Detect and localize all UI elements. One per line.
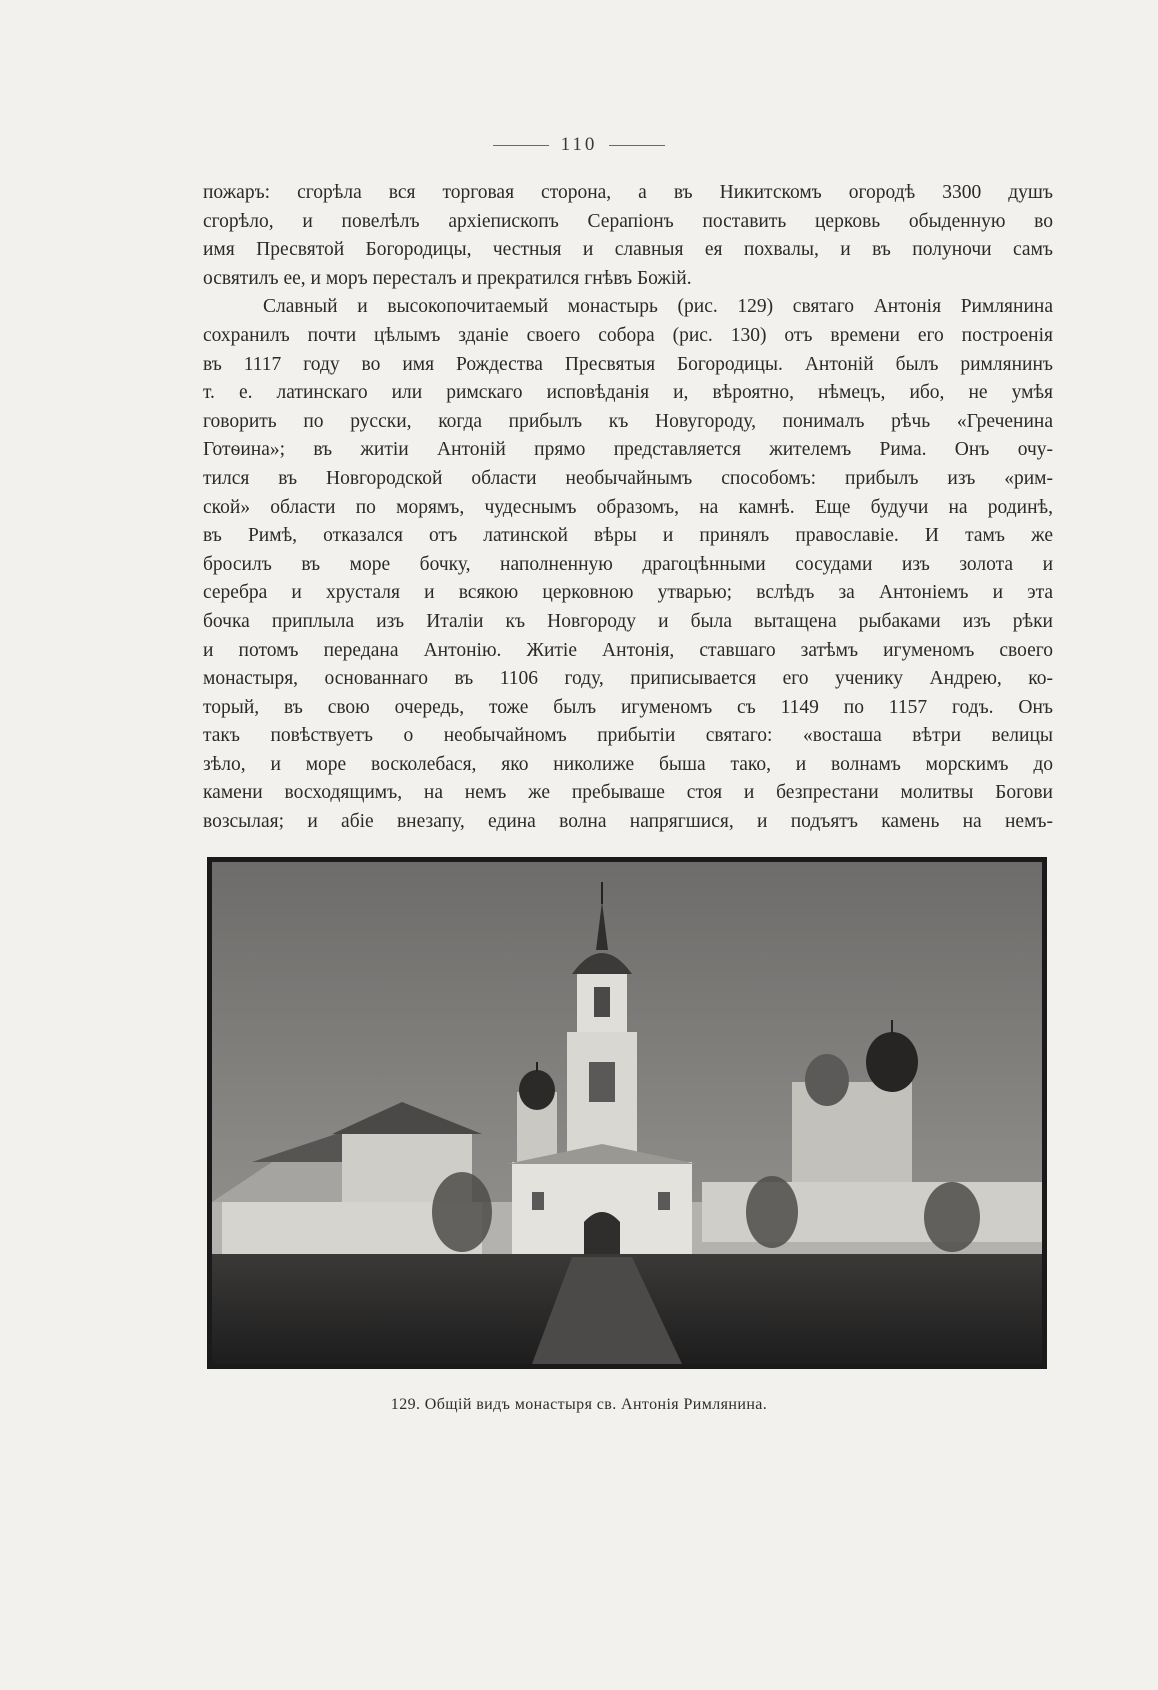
text-line: тился въ Новгородской области необычайнымъ способомъ: прибылъ изъ «рим- bbox=[203, 467, 1053, 489]
paragraph-1 bbox=[203, 179, 1053, 293]
text-line: пожаръ: сгорѣла вся торговая сторона, а въ Никитскомъ огородѣ 3300 душъ bbox=[203, 182, 1053, 203]
text-line: и потомъ передана Антонію. Житіе Антонія, ставшаго затѣмъ игуменомъ своего bbox=[203, 639, 1053, 661]
text-line: возсылая; и абіе внезапу, едина волна напрягшися, и подъятъ камень на немъ- bbox=[203, 811, 1053, 833]
monastery-photo-illustration bbox=[212, 862, 1042, 1364]
text-line: Готѳина»; въ житіи Антоній прямо представляется жителемъ Рима. Онъ очу- bbox=[203, 439, 1053, 461]
text-line: говорить по русски, когда прибылъ къ Новугороду, понималъ рѣчь «Греченина bbox=[203, 410, 1053, 432]
paragraph-2 bbox=[203, 293, 1053, 836]
text-line: серебра и хрусталя и всякою церковною утварью; вслѣдъ за Антоніемъ и эта bbox=[203, 582, 1053, 604]
page-number-text: 110 bbox=[560, 134, 598, 155]
text-line: зѣло, и море восколебася, яко николиже быша тако, и волнамъ морскимъ до bbox=[203, 753, 1053, 775]
text-line: въ 1117 году во имя Рождества Пресвятыя Богородицы. Антоній былъ римлянинъ bbox=[203, 353, 1053, 375]
text-line: сохранилъ почти цѣлымъ зданіе своего собора (рис. 130) отъ времени его построенія bbox=[203, 324, 1053, 346]
text-line: монастыря, основаннаго въ 1106 году, приписывается его ученику Андрею, ко- bbox=[203, 668, 1053, 690]
text-line: торый, въ свою очередь, тоже былъ игуменомъ съ 1149 по 1157 годъ. Онъ bbox=[203, 696, 1053, 718]
header-rule-left bbox=[493, 145, 549, 146]
text-line: т. е. латинскаго или римскаго исповѣданія и, вѣроятно, нѣмецъ, ибо, не умѣя bbox=[203, 382, 1053, 404]
text-line: Славный и высокопочитаемый монастырь (рис. 129) святаго Антонія Римлянина bbox=[263, 296, 1053, 318]
page-number bbox=[0, 134, 1158, 156]
text-line: освятилъ ее, и моръ пересталъ и прекратился гнѣвъ Божій. bbox=[203, 267, 692, 289]
text-line: ской» области по морямъ, чудеснымъ образомъ, на камнѣ. Еще будучи на родинѣ, bbox=[203, 496, 1053, 518]
header-rule-right bbox=[609, 145, 665, 146]
figure-caption: 129. Общій видъ монастыря св. Антонія Римлянина. bbox=[390, 1396, 768, 1413]
text-line: сгорѣло, и повелѣлъ архіепископъ Серапіонъ поставить церковь обыденную во bbox=[203, 210, 1053, 232]
text-line: бочка приплыла изъ Италіи къ Новгороду и была вытащена рыбаками изъ рѣки bbox=[203, 610, 1053, 632]
text-line: такъ повѣствуетъ о необычайномъ прибытіи святаго: «восташа вѣтри велицы bbox=[203, 725, 1053, 747]
body-text bbox=[203, 179, 1053, 837]
text-line: имя Пресвятой Богородицы, честныя и славныя ея похвалы, и въ полуночи самъ bbox=[203, 239, 1053, 261]
text-line: въ Римѣ, отказался отъ латинской вѣры и принялъ православіе. И тамъ же bbox=[203, 525, 1053, 547]
text-line: камени восходящимъ, на немъ же пребываше стоя и безпрестани молитвы Богови bbox=[203, 782, 1053, 804]
text-line: бросилъ въ море бочку, наполненную драгоцѣнными сосудами изъ золота и bbox=[203, 553, 1053, 575]
monastery-photograph bbox=[207, 857, 1047, 1369]
